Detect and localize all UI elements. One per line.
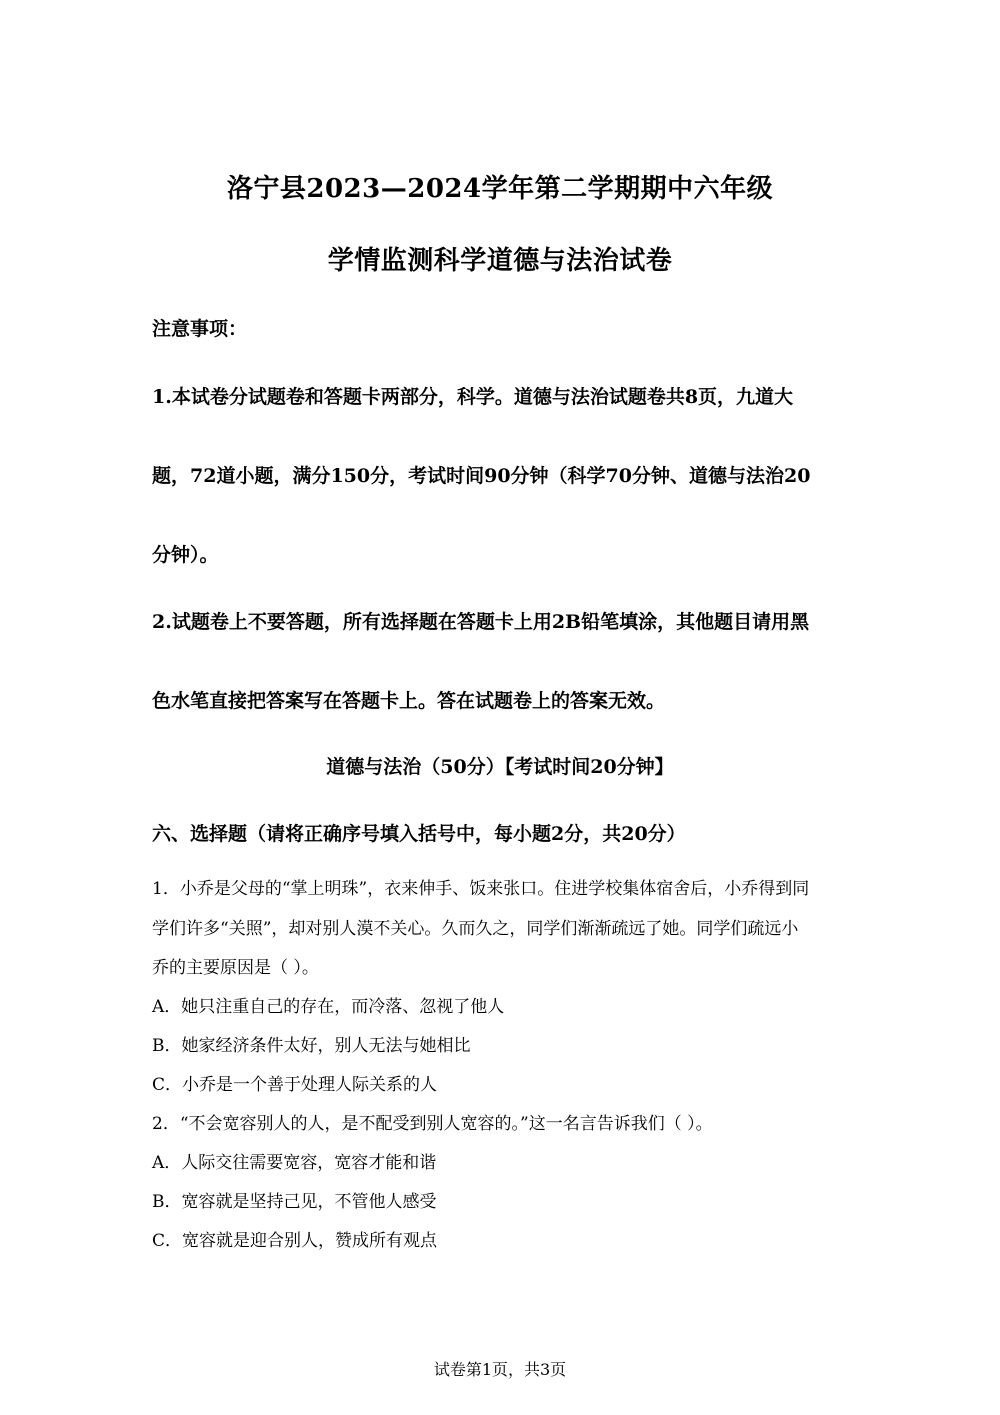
question-2-option-a: A．人际交往需要宽容，宽容才能和谐 [152,1153,437,1173]
question-1-stem-line2: 学们许多“关照”，却对别人漠不关心。久而久之，同学们渐渐疏远了她。同学们疏远小 [152,919,799,939]
question-1-option-c: C．小乔是一个善于处理人际关系的人 [152,1075,438,1095]
notice-item2-line2: 色水笔直接把答案写在答题卡上。答在试题卷上的答案无效。 [152,690,666,712]
notice-item1-line1: 1.本试卷分试题卷和答题卡两部分，科学。道德与法治试题卷共8页，九道大 [152,386,794,408]
question-1-stem-line3: 乔的主要原因是（ ）。 [152,958,319,978]
notice-item1-line3: 分钟）。 [152,544,219,566]
question-2-stem-line1: 2．“不会宽容别人的人，是不配受到别人宽容的。”这一名言告诉我们（ ）。 [152,1114,713,1134]
question-1-option-a: A．她只注重自己的存在，而冷落、忽视了他人 [152,997,505,1017]
question-1-stem-line1: 1．小乔是父母的“掌上明珠”，衣来伸手、饭来张口。住进学校集体宿舍后，小乔得到同 [152,879,810,899]
notice-heading: 注意事项： [152,318,248,340]
question-2-option-c: C．宽容就是迎合别人，赞成所有观点 [152,1231,438,1251]
notice-item1-line2: 题，72道小题，满分150分，考试时间90分钟（科学70分钟、道德与法治20 [152,465,811,487]
question-1-option-b: B．她家经济条件太好，别人无法与她相比 [152,1036,471,1056]
exam-title-line2: 学情监测科学道德与法治试卷 [327,246,673,276]
section-title: 六、选择题（请将正确序号填入括号中，每小题2分，共20分） [152,823,686,845]
notice-item2-line1: 2.试题卷上不要答题，所有选择题在答题卡上用2B铅笔填涂，其他题目请用黑 [152,611,810,633]
part-title: 道德与法治（50分）【考试时间20分钟】 [326,756,674,778]
page-footer: 试卷第1页，共3页 [433,1360,567,1379]
question-2-option-b: B．宽容就是坚持己见，不管他人感受 [152,1192,437,1212]
exam-title-line1: 洛宁县2023—2024学年第二学期期中六年级 [226,174,774,204]
